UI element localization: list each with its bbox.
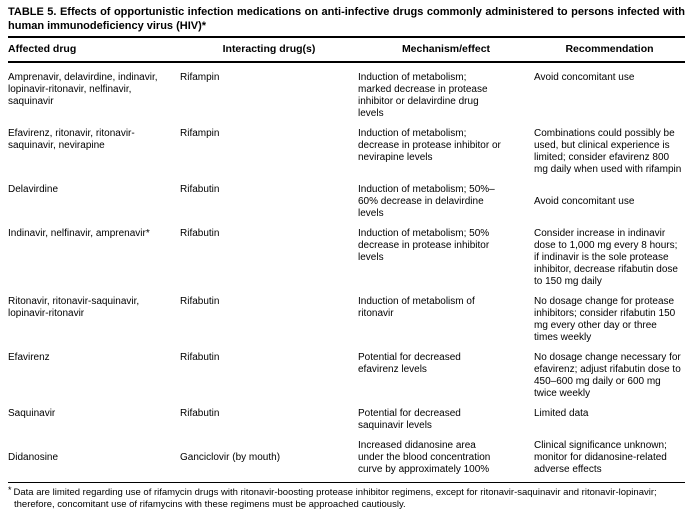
cell-interacting-drug: Rifabutin bbox=[180, 296, 220, 307]
cell-affected-drug: Efavirenz bbox=[8, 352, 50, 363]
footnote-text: Data are limited regarding use of rifamycin drugs with ritonavir-boosting protease inhibitor regimens, except for ritonavir-saquinavir and ritonavir-lopinavir; therefore, concomitant use of rifamycins with these regimens must be approached cautiously. bbox=[13, 487, 657, 510]
cell-affected-drug: Saquinavir bbox=[8, 408, 56, 419]
cell-interacting-drug: Ganciclovir (by mouth) bbox=[180, 452, 281, 463]
cell-recommendation: Consider increase in indinavir dose to 1,000 mg every 8 hours; if indinavir is the sole protease inhibitor, decrease rifabutin dose to 150 mg daily bbox=[534, 228, 678, 287]
cell-affected-drug: Didanosine bbox=[8, 452, 59, 463]
table-row bbox=[8, 228, 685, 296]
cell-mechanism: Induction of metabolism; marked decrease in protease inhibitor or delavirdine drug levels bbox=[358, 72, 488, 119]
table-row bbox=[8, 408, 685, 440]
table-row bbox=[8, 352, 685, 408]
cell-mechanism: Potential for decreased efavirenz levels bbox=[358, 352, 461, 375]
cell-recommendation: No dosage change for protease inhibitors; consider rifabutin 150 mg every other day or three times weekly bbox=[534, 296, 676, 343]
column-header-affected-drug: Affected drug bbox=[8, 38, 180, 62]
cell-interacting-drug: Rifabutin bbox=[180, 228, 220, 239]
cell-recommendation: Combinations could possibly be used, but clinical experience is limited; consider efavirenz 800 mg daily when used with rifampin bbox=[534, 128, 682, 175]
column-header-mechanism: Mechanism/effect bbox=[358, 38, 534, 62]
cell-affected-drug: Amprenavir, delavirdine, indinavir, lopinavir-ritonavir, nelfinavir, saquinavir bbox=[8, 72, 158, 107]
cell-recommendation: Clinical significance unknown; monitor for didanosine-related adverse effects bbox=[534, 440, 667, 475]
cell-recommendation: Limited data bbox=[534, 408, 589, 419]
cell-interacting-drug: Rifabutin bbox=[180, 352, 220, 363]
cell-mechanism: Increased didanosine area under the blood concentration curve by approximately 100% bbox=[358, 440, 491, 475]
cell-affected-drug: Ritonavir, ritonavir-saquinavir, lopinavir-ritonavir bbox=[8, 296, 140, 319]
cell-recommendation: Avoid concomitant use bbox=[534, 72, 635, 83]
footnote bbox=[8, 482, 685, 511]
column-header-interacting-drug: Interacting drug(s) bbox=[180, 38, 358, 62]
table-title: TABLE 5. Effects of opportunistic infection medications on anti-infective drugs commonly administered to persons infected with human immunodeficiency virus (HIV)* bbox=[8, 6, 685, 38]
table-header-row bbox=[8, 38, 685, 62]
cell-mechanism: Potential for decreased saquinavir levels bbox=[358, 408, 461, 431]
cell-recommendation: No dosage change necessary for efavirenz; adjust rifabutin dose to 450–600 mg daily or 600 mg twice weekly bbox=[534, 352, 681, 399]
table-row bbox=[8, 128, 685, 184]
cell-mechanism: Induction of metabolism; 50%–60% decrease in delavirdine levels bbox=[358, 184, 495, 219]
cell-mechanism: Induction of metabolism; decrease in protease inhibitor or nevirapine levels bbox=[358, 128, 501, 163]
cell-mechanism: Induction of metabolism of ritonavir bbox=[358, 296, 475, 319]
cell-affected-drug: Delavirdine bbox=[8, 184, 59, 195]
cell-affected-drug: Indinavir, nelfinavir, amprenavir* bbox=[8, 228, 150, 239]
table-row bbox=[8, 440, 685, 481]
cell-interacting-drug: Rifampin bbox=[180, 128, 220, 139]
cell-interacting-drug: Rifampin bbox=[180, 72, 220, 83]
cell-interacting-drug: Rifabutin bbox=[180, 184, 220, 195]
footnote-marker: * bbox=[8, 485, 12, 495]
table-row bbox=[8, 62, 685, 128]
cell-recommendation: Avoid concomitant use bbox=[534, 196, 635, 207]
column-header-recommendation: Recommendation bbox=[534, 38, 685, 62]
cell-mechanism: Induction of metabolism; 50% decrease in protease inhibitor levels bbox=[358, 228, 490, 263]
table-row bbox=[8, 296, 685, 352]
table-row bbox=[8, 184, 685, 228]
cell-interacting-drug: Rifabutin bbox=[180, 408, 220, 419]
drug-interaction-table bbox=[8, 38, 685, 481]
cell-affected-drug: Efavirenz, ritonavir, ritonavir-saquinavir, nevirapine bbox=[8, 128, 135, 151]
